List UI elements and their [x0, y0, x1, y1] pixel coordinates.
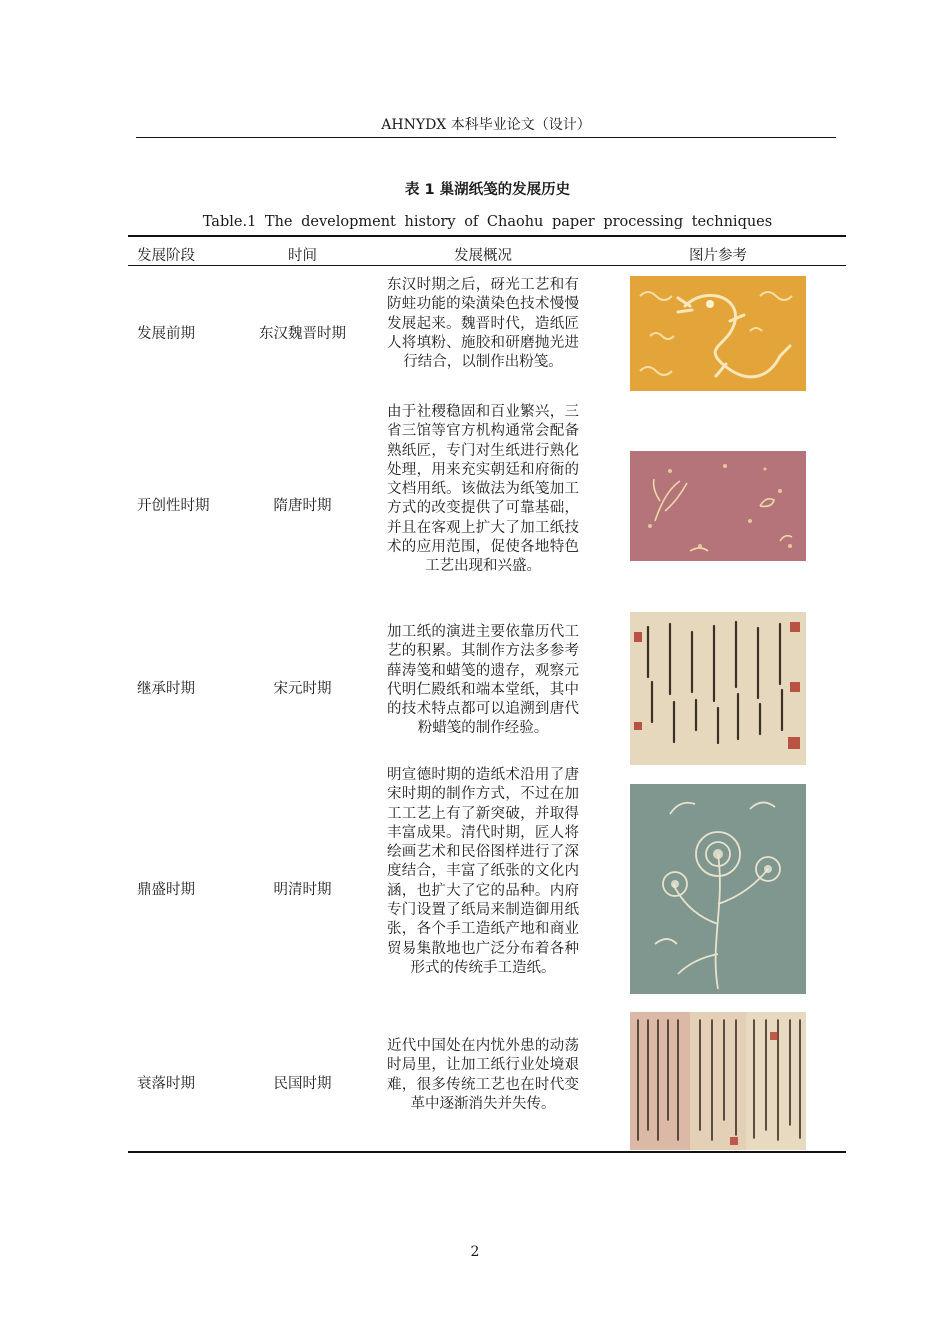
- row-4-summary: 明宣德时期的造纸术沿用了唐宋时期的制作方式，不过在加工工艺上有了新突破，并取得丰富成果。清代时期，匠人将绘画艺术和民俗图样进行了深度结合，丰富了纸张的文化内涵，也扩大了它的品种。内府专门设置了纸局来制造御用纸张，各个手工造纸产地和商业贸易集散地也广泛分布着各种形式的传统手工造纸。: [387, 767, 579, 976]
- calligraphy-scroll-image: [630, 1012, 806, 1150]
- column-header-time: 时间: [288, 248, 317, 264]
- row-4-stage: 鼎盛时期: [137, 882, 195, 898]
- column-header-stage: 发展阶段: [137, 248, 195, 264]
- row-2-stage: 开创性时期: [137, 498, 210, 514]
- table-header-rule: [128, 265, 846, 266]
- table-caption-cn: 表 1 巢湖纸笺的发展历史: [404, 182, 571, 198]
- yellow-dragon-paper-image: [630, 276, 806, 391]
- row-5-stage: 衰落时期: [137, 1076, 195, 1092]
- row-3-period: 宋元时期: [273, 681, 332, 697]
- calligraphy-letter-image: [630, 612, 806, 765]
- row-3-summary: 加工纸的演进主要依靠历代工艺的积累。其制作方法多参考薛涛笺和蜡笺的遗存，观察元代明仁殿纸和端本堂纸，其中的技术特点都可以追溯到唐代粉蜡笺的制作经验。: [387, 624, 579, 737]
- running-header: AHNYDX 本科毕业论文（设计）: [381, 117, 591, 133]
- row-5-period: 民国时期: [273, 1076, 332, 1092]
- row-3-stage: 继承时期: [137, 681, 195, 697]
- row-1-stage: 发展前期: [137, 326, 195, 342]
- row-2-summary: 由于社稷稳固和百业繁兴，三省三馆等官方机构通常会配备熟纸匠，专门对生纸进行熟化处理，用来充实朝廷和府衙的文档用纸。该做法为纸笺加工方式的改变提供了可靠基础，并且在客观上扩大了加工纸技术的应用范围，促使各地特色工艺出现和兴盛。: [387, 404, 579, 575]
- table-caption-en: Table.1 The development history of Chaohu paper processing techniques: [202, 214, 773, 230]
- header-rule: [136, 137, 836, 138]
- green-peony-paper-image: [630, 784, 806, 994]
- column-header-summary: 发展概况: [454, 248, 512, 264]
- pink-floral-paper-image: [630, 451, 806, 561]
- row-4-period: 明清时期: [273, 882, 332, 898]
- table-bottom-rule: [128, 1151, 846, 1153]
- page-number: 2: [470, 1244, 480, 1260]
- column-header-image: 图片参考: [689, 248, 747, 264]
- row-1-summary: 东汉时期之后，砑光工艺和有防蛀功能的染潢染色技术慢慢发展起来。魏晋时代，造纸匠人将填粉、施胶和研磨抛光进行结合，以制作出粉笺。: [387, 277, 579, 371]
- row-1-period: 东汉魏晋时期: [259, 326, 346, 342]
- row-5-summary: 近代中国处在内忧外患的动荡时局里，让加工纸行业处境艰难，很多传统工艺也在时代变革中逐渐消失并失传。: [387, 1038, 579, 1112]
- table-top-rule: [128, 235, 846, 237]
- row-2-period: 隋唐时期: [273, 498, 332, 514]
